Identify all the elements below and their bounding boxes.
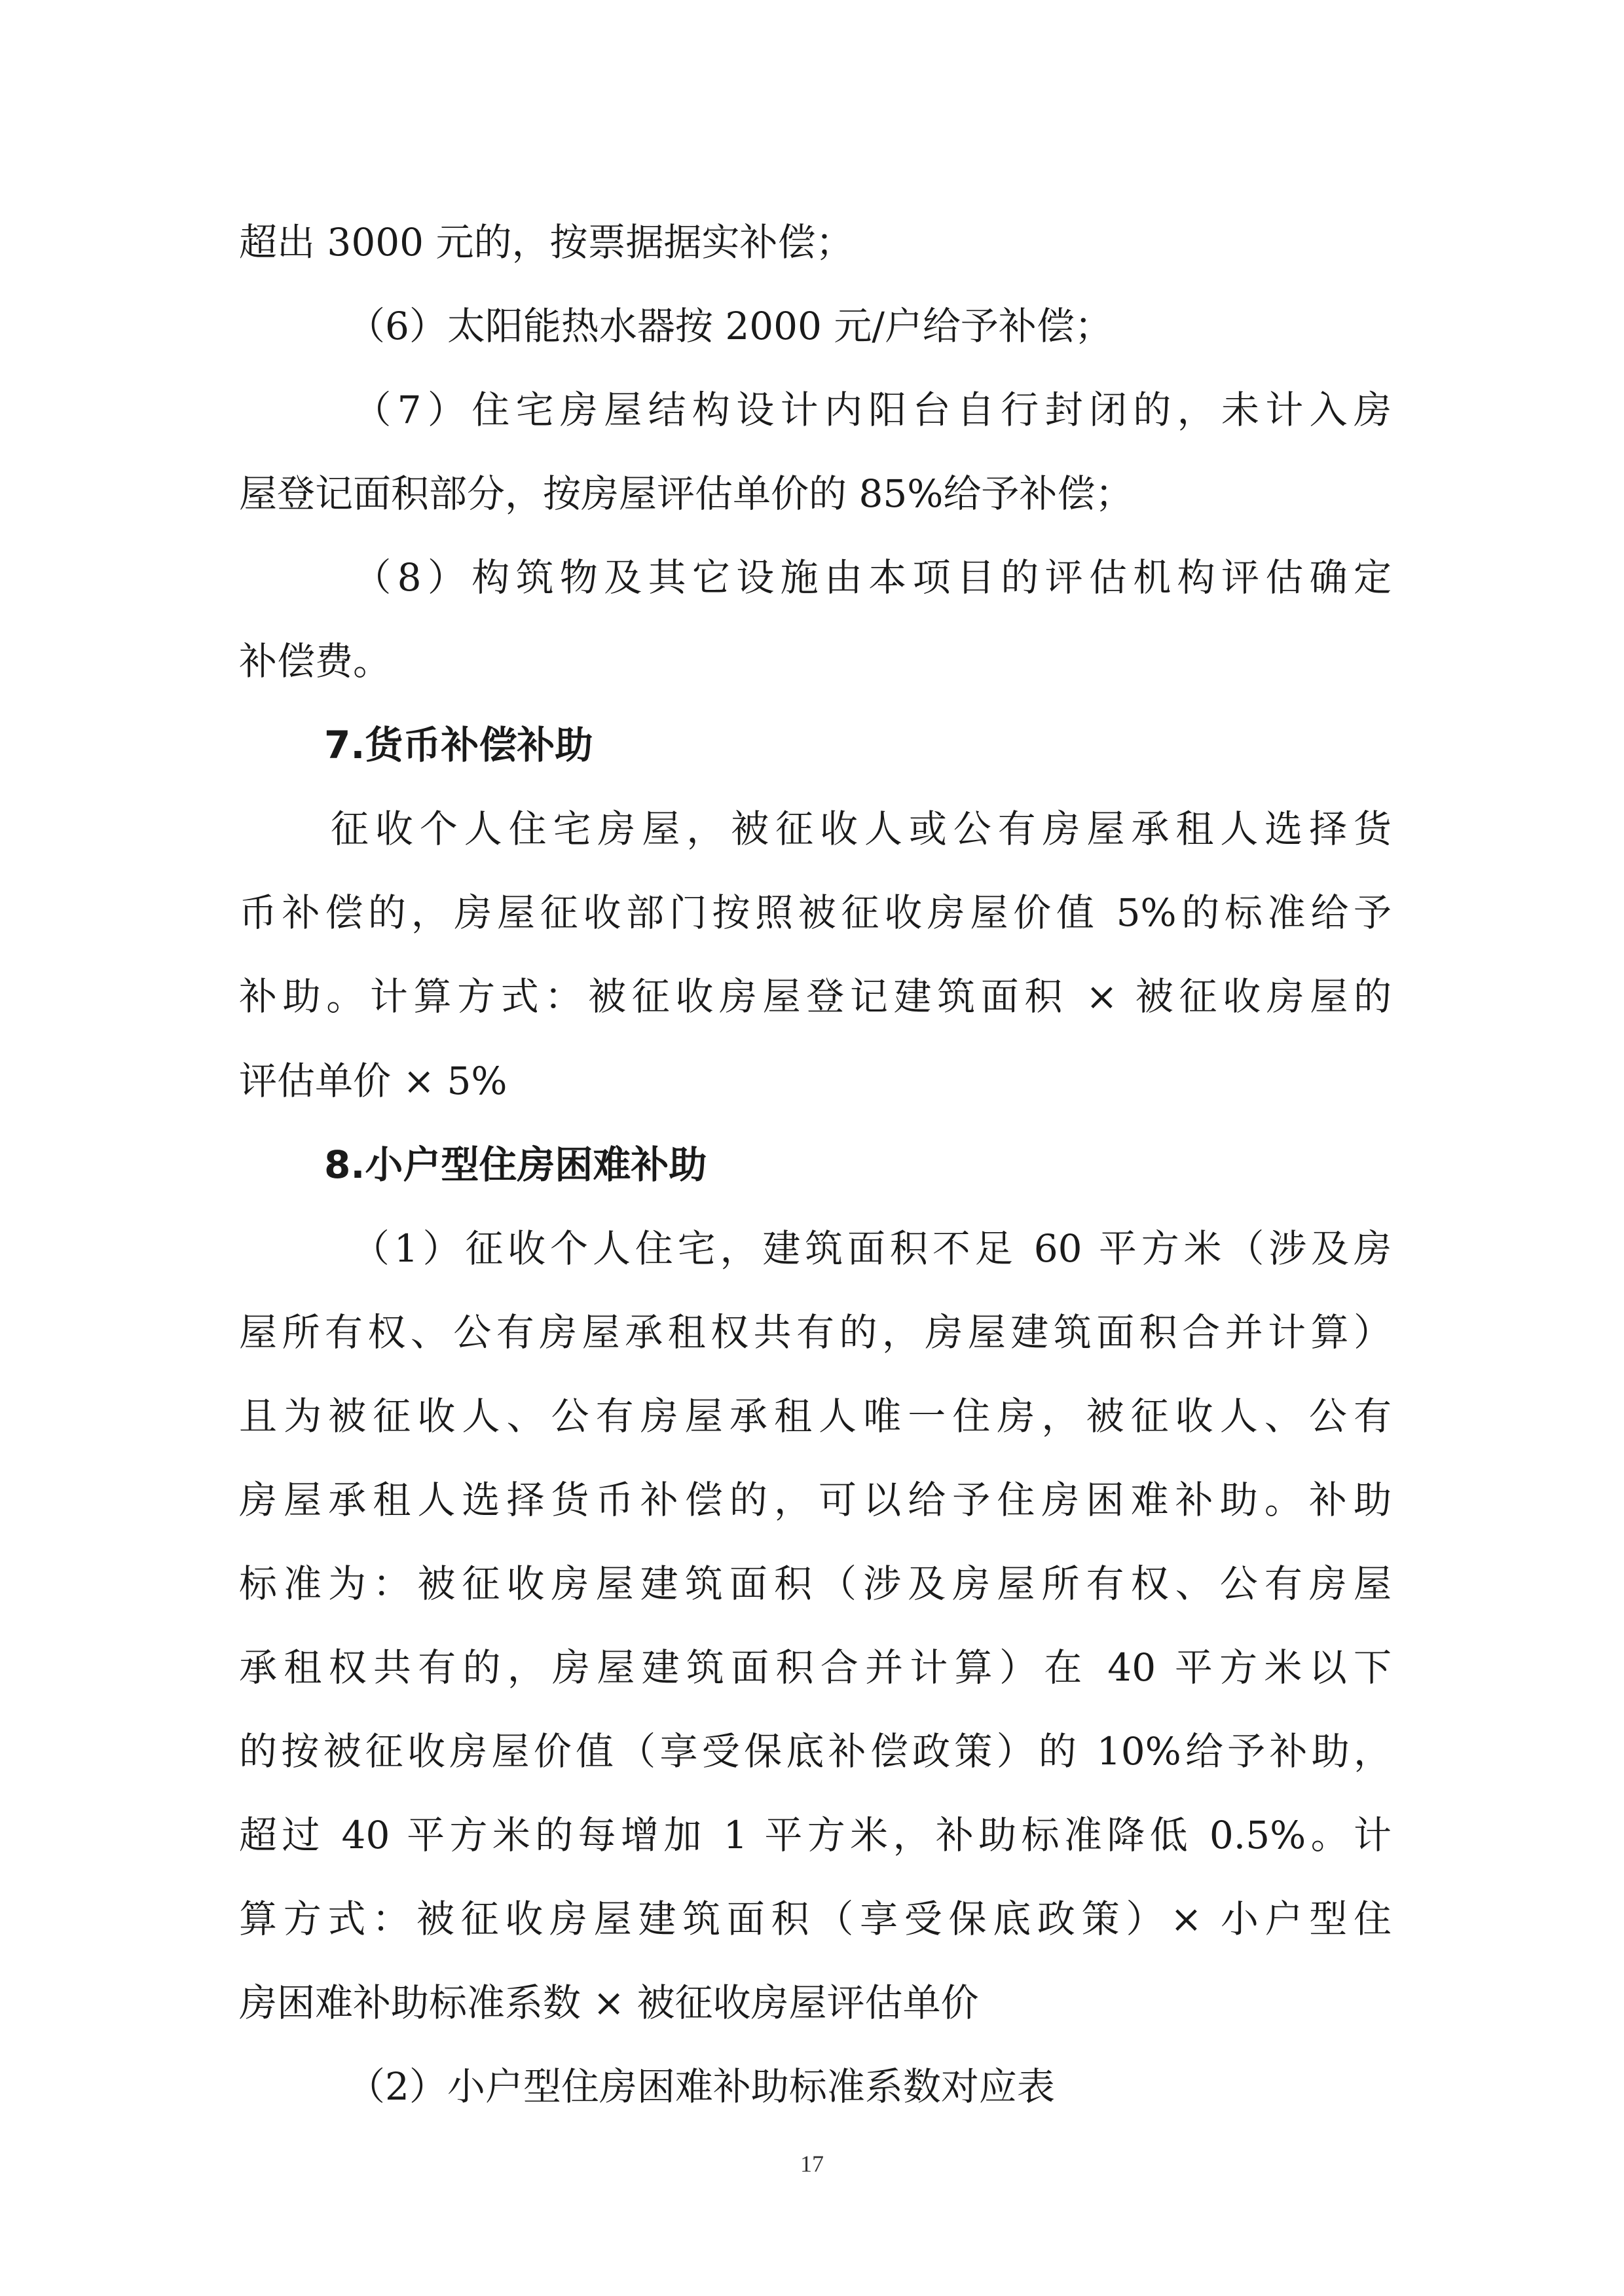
text-line-2 xyxy=(239,300,1392,352)
section-heading-8 xyxy=(239,1139,1392,1191)
text-line-14: 屋所有权、公有房屋承租权共有的，房屋建筑面积合并计算） xyxy=(239,1309,1392,1355)
text-line-4: 屋登记面积部分，按房屋评估单价的 85%给予补偿； xyxy=(239,471,1134,517)
text-line-15: 且为被征收人、公有房屋承租人唯一住房，被征收人、公有 xyxy=(239,1393,1392,1438)
text-line-8-content: 征收个人住宅房屋，被征收人或公有房屋承租人选择货 xyxy=(324,807,1392,852)
text-line-3 xyxy=(239,384,1392,436)
text-line-5-content: （8）构筑物及其它设施由本项目的评估机构评估确定 xyxy=(347,555,1392,600)
text-line-22: 房困难补助标准系数 × 被征收房屋评估单价 xyxy=(239,1980,979,2026)
text-line-16: 房屋承租人选择货币补偿的，可以给予住房困难补助。补助 xyxy=(239,1477,1392,1522)
text-line-21: 算方式：被征收房屋建筑面积（享受保底政策）× 小户型住 xyxy=(239,1897,1392,1941)
text-line-8 xyxy=(239,803,1392,855)
text-line-11: 评估单价 × 5% xyxy=(239,1058,507,1103)
section-heading-7 xyxy=(239,719,1392,771)
text-line-13 xyxy=(239,1222,1392,1275)
text-line-23 xyxy=(239,2060,1392,2113)
text-line-20: 超过 40 平方米的每增加 1 平方米，补助标准降低 0.5%。计 xyxy=(239,1812,1392,1857)
text-line-2-content: （6）太阳能热水器按 2000 元/户给予补偿； xyxy=(347,304,1113,349)
text-line-23-content: （2）小户型住房困难补助标准系数对应表 xyxy=(347,2064,1055,2109)
text-line-5 xyxy=(239,551,1392,604)
text-line-9: 币补偿的，房屋征收部门按照被征收房屋价值 5%的标准给予 xyxy=(239,890,1392,936)
text-line-13-content: （1）征收个人住宅，建筑面积不足 60 平方米（涉及房 xyxy=(347,1226,1392,1271)
section-heading-8-text: 8.小户型住房困难补助 xyxy=(324,1142,707,1187)
text-line-10: 补助。计算方式：被征收房屋登记建筑面积 × 被征收房屋的 xyxy=(239,974,1392,1019)
text-line-1: 超出 3000 元的，按票据据实补偿； xyxy=(239,220,854,264)
text-line-3-content: （7）住宅房屋结构设计内阳台自行封闭的，未计入房 xyxy=(347,388,1392,433)
text-line-6: 补偿费。 xyxy=(239,639,392,684)
section-heading-7-text: 7.货币补偿补助 xyxy=(324,723,593,768)
text-line-19: 的按被征收房屋价值（享受保底补偿政策）的 10%给予补助， xyxy=(239,1728,1392,1774)
text-line-18: 承租权共有的，房屋建筑面积合并计算）在 40 平方米以下 xyxy=(239,1645,1392,1690)
page-number: 17 xyxy=(800,2151,824,2177)
text-line-17: 标准为：被征收房屋建筑面积（涉及房屋所有权、公有房屋 xyxy=(239,1561,1392,1606)
